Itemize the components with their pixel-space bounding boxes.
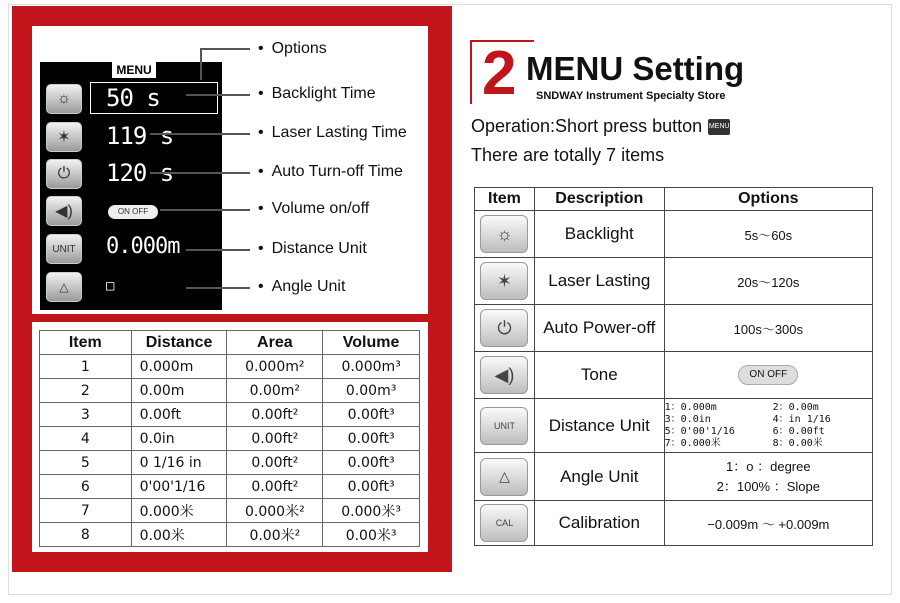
callout-distance: • Distance Unit <box>258 240 367 257</box>
lcd-title: MENU <box>112 62 156 78</box>
col-header: Description <box>534 188 664 211</box>
angle-unit-icon: △ <box>480 458 528 496</box>
unit-option: 6：0.00ft <box>772 425 825 437</box>
table-row <box>40 403 420 427</box>
table-cell: 0.00ft³ <box>323 403 420 427</box>
table-cell: 0.00ft² <box>227 403 323 427</box>
table-cell <box>475 211 535 258</box>
unit-option: 7：0.000米 <box>664 437 721 449</box>
lcd-row-backlight <box>42 80 220 118</box>
ruler-unit-icon: UNIT <box>46 234 82 264</box>
table-cell: 0.000m³ <box>323 355 420 379</box>
leader-line <box>200 48 250 50</box>
laser-icon: ✶ <box>46 122 82 152</box>
table-row <box>475 399 873 453</box>
callout-laser: • Laser Lasting Time <box>258 124 407 141</box>
table-row <box>40 499 420 523</box>
table-cell: 6 <box>40 475 132 499</box>
col-header: Distance <box>131 331 227 355</box>
leader-line <box>186 249 250 251</box>
table-cell: 0.00米 <box>131 523 227 547</box>
on-off-toggle: ON OFF <box>108 205 158 219</box>
items-note: There are totally 7 items <box>471 145 665 165</box>
table-cell: 0.00ft <box>131 403 227 427</box>
table-cell: 100s～300s <box>664 305 872 352</box>
table-cell: 0.000米 <box>131 499 227 523</box>
col-header: Item <box>475 188 535 211</box>
table-cell <box>475 453 535 501</box>
speaker-icon: ◀) <box>480 356 528 394</box>
table-row <box>475 501 873 546</box>
table-row <box>40 451 420 475</box>
table-cell: Angle Unit <box>534 453 664 501</box>
lcd-value: 119 s <box>106 122 174 150</box>
table-cell: 8 <box>40 523 132 547</box>
table-cell: Backlight <box>534 211 664 258</box>
menu-button-icon: MENU <box>708 119 730 135</box>
callout-angle: • Angle Unit <box>258 278 346 295</box>
table-cell: 0.00米³ <box>323 523 420 547</box>
table-cell <box>664 453 872 501</box>
table-row <box>40 523 420 547</box>
lcd-value: 120 s <box>106 159 174 187</box>
power-icon: ⏻ <box>46 159 82 189</box>
leader-line <box>200 48 202 80</box>
on-off-toggle: ON OFF <box>738 365 798 385</box>
table-cell: 20s～120s <box>664 258 872 305</box>
callout-volume: • Volume on/off <box>258 200 370 217</box>
table-cell: 0.00m <box>131 379 227 403</box>
table-cell: 0.00m³ <box>323 379 420 403</box>
table-cell: Laser Lasting <box>534 258 664 305</box>
options-table <box>474 187 873 546</box>
calibration-icon: CAL <box>480 504 528 542</box>
table-cell <box>475 501 535 546</box>
col-header: Area <box>227 331 323 355</box>
table-cell: 0.000米³ <box>323 499 420 523</box>
table-cell <box>664 352 872 399</box>
callout-backlight: • Backlight Time <box>258 85 376 102</box>
angle-option: 2：100% ：Slope <box>716 478 820 494</box>
table-cell: 0 1/16 in <box>131 451 227 475</box>
table-cell: 0.00ft² <box>227 451 323 475</box>
table-cell: Auto Power-off <box>534 305 664 352</box>
page-title: MENU Setting <box>526 50 745 87</box>
table-cell: 2 <box>40 379 132 403</box>
table-row <box>40 355 420 379</box>
angle-unit-icon: △ <box>46 272 82 302</box>
leader-line <box>150 133 250 135</box>
unit-option: 1：0.000m <box>664 401 717 413</box>
table-cell: 0.00m² <box>227 379 323 403</box>
table-row <box>475 211 873 258</box>
callout-options: • Options <box>258 40 327 57</box>
table-cell: 4 <box>40 427 132 451</box>
leader-line <box>186 287 250 289</box>
table-cell: 0.00ft² <box>227 427 323 451</box>
table-cell: 1 <box>40 355 132 379</box>
table-cell <box>475 399 535 453</box>
leader-line <box>160 209 250 211</box>
table-row <box>475 453 873 501</box>
lcd-value: 0.000m <box>106 234 180 259</box>
store-subtitle: SNDWAY Instrument Specialty Store <box>536 90 726 102</box>
table-row <box>475 258 873 305</box>
col-header: Volume <box>323 331 420 355</box>
backlight-icon: ☼ <box>46 84 82 114</box>
table-cell: 0.000m <box>131 355 227 379</box>
table-row <box>40 379 420 403</box>
unit-option: 5：0'00'1/16 <box>664 425 735 437</box>
table-cell: Distance Unit <box>534 399 664 453</box>
ruler-unit-icon: UNIT <box>480 407 528 445</box>
table-cell <box>475 305 535 352</box>
table-row <box>40 475 420 499</box>
table-cell <box>475 352 535 399</box>
table-row <box>475 352 873 399</box>
table-cell: 0.00ft³ <box>323 427 420 451</box>
backlight-icon: ☼ <box>480 215 528 253</box>
table-cell: 5s～60s <box>664 211 872 258</box>
unit-table <box>39 330 420 547</box>
table-cell: 0.000m² <box>227 355 323 379</box>
unit-option: 3：0.0in <box>664 413 711 425</box>
lcd-row-laser <box>42 118 220 156</box>
lcd-value: □ <box>106 278 114 294</box>
section-number: 2 <box>482 39 517 108</box>
table-cell <box>475 258 535 305</box>
unit-option: 8：0.00米 <box>772 437 823 449</box>
power-icon: ⏻ <box>480 309 528 347</box>
col-header: Options <box>664 188 872 211</box>
section-number-box <box>470 39 534 108</box>
table-cell: 0.00ft² <box>227 475 323 499</box>
col-header: Item <box>40 331 132 355</box>
table-cell: 0.00米² <box>227 523 323 547</box>
lcd-row-autooff <box>42 155 220 193</box>
speaker-icon: ◀) <box>46 196 82 226</box>
table-cell: 0'00'1/16 <box>131 475 227 499</box>
leader-line <box>186 94 250 96</box>
table-cell <box>664 399 872 453</box>
angle-option: 1：o ：degree <box>726 458 811 474</box>
table-cell: 7 <box>40 499 132 523</box>
unit-option: 2：0.00m <box>772 401 819 413</box>
table-cell: −0.009m ～ +0.009m <box>664 501 872 546</box>
table-cell: 0.0in <box>131 427 227 451</box>
laser-icon: ✶ <box>480 262 528 300</box>
table-cell: 0.00ft³ <box>323 475 420 499</box>
lcd-row-volume <box>42 192 220 230</box>
table-cell: 3 <box>40 403 132 427</box>
callout-autooff: • Auto Turn-off Time <box>258 163 403 180</box>
table-row <box>40 427 420 451</box>
operation-text: Operation:Short press button MENU <box>471 116 730 136</box>
table-cell: Tone <box>534 352 664 399</box>
leader-line <box>150 172 250 174</box>
table-cell: 5 <box>40 451 132 475</box>
table-cell: 0.00ft³ <box>323 451 420 475</box>
table-cell: 0.000米² <box>227 499 323 523</box>
table-row <box>475 305 873 352</box>
lcd-value: 50 s <box>106 84 160 112</box>
table-cell: Calibration <box>534 501 664 546</box>
unit-option: 4：in 1/16 <box>772 413 831 425</box>
